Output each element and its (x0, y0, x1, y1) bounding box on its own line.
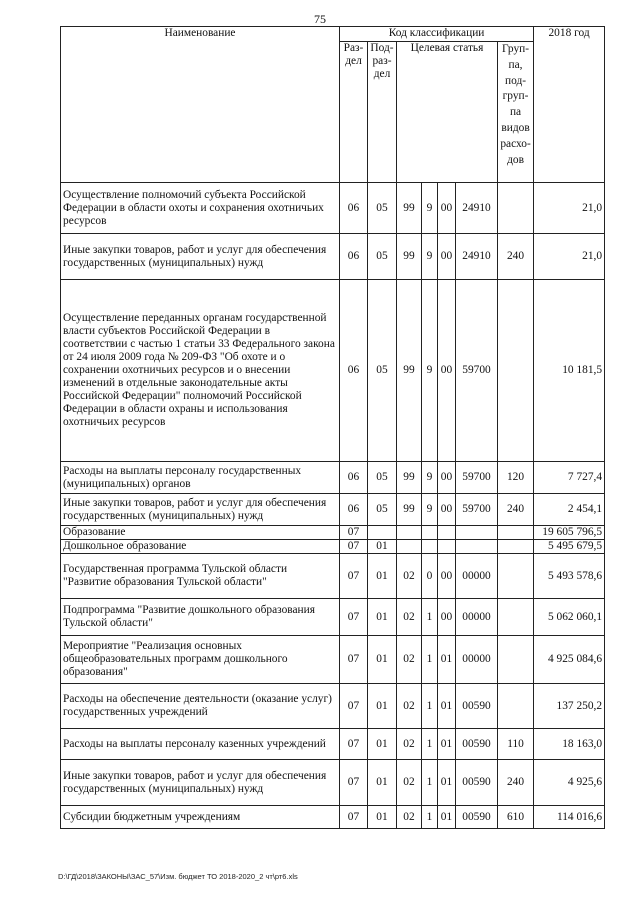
cell-rz: 07 (340, 636, 368, 684)
header-podrazdel: Под- раз- дел (368, 42, 397, 183)
cell-t2: 9 (422, 462, 438, 494)
cell-name: Осуществление переданных органам государственной власти субъектов Российской Федерации в соответствии с частью 1 статьи 33 Федерального закона от 24 июля 2009 года № 209-ФЗ "Об охоте и о сохранении охотничьих ресурсов и о внесении изменений в отдельные законодательные акты Российской Федерации" полномочий Российской Федерации в области охраны и использования охотничьих ресурсов (61, 280, 340, 462)
cell-t3: 00 (438, 599, 456, 636)
cell-sum: 2 454,1 (534, 494, 605, 526)
cell-t1 (397, 526, 422, 540)
cell-pr: 01 (368, 599, 397, 636)
cell-sum: 21,0 (534, 183, 605, 234)
table-row (61, 526, 605, 540)
header-group: Груп- па, под- груп- па видов расхо- дов (498, 42, 534, 183)
cell-rz: 06 (340, 494, 368, 526)
cell-t3: 00 (438, 494, 456, 526)
cell-pr: 05 (368, 280, 397, 462)
cell-pr: 01 (368, 760, 397, 806)
cell-t2: 9 (422, 234, 438, 280)
cell-name: Подпрограмма "Развитие дошкольного образования Тульской области" (61, 599, 340, 636)
cell-rz: 07 (340, 760, 368, 806)
cell-t4: 00590 (456, 760, 498, 806)
cell-t4: 00000 (456, 599, 498, 636)
cell-rz: 06 (340, 462, 368, 494)
cell-t4: 24910 (456, 183, 498, 234)
table-row (61, 760, 605, 806)
cell-t2: 1 (422, 760, 438, 806)
table-row (61, 684, 605, 729)
cell-t2 (422, 540, 438, 554)
cell-t1: 02 (397, 806, 422, 829)
cell-vr (498, 599, 534, 636)
table-row (61, 729, 605, 760)
table-row (61, 599, 605, 636)
cell-t3: 00 (438, 183, 456, 234)
cell-t1: 99 (397, 280, 422, 462)
header-target: Целевая статья (397, 42, 498, 183)
cell-pr: 01 (368, 806, 397, 829)
budget-table (60, 26, 605, 829)
cell-vr: 610 (498, 806, 534, 829)
cell-t2: 9 (422, 494, 438, 526)
cell-t4: 00000 (456, 636, 498, 684)
cell-pr: 05 (368, 183, 397, 234)
cell-name: Мероприятие "Реализация основных общеобразовательных программ дошкольного образования" (61, 636, 340, 684)
cell-t4: 00000 (456, 554, 498, 599)
cell-name: Расходы на выплаты персоналу государственных (муниципальных) органов (61, 462, 340, 494)
table-row (61, 462, 605, 494)
cell-name: Расходы на обеспечение деятельности (оказание услуг) государственных учреждений (61, 684, 340, 729)
cell-rz: 07 (340, 540, 368, 554)
cell-t2: 1 (422, 684, 438, 729)
cell-rz: 06 (340, 280, 368, 462)
cell-t2: 1 (422, 636, 438, 684)
cell-name: Государственная программа Тульской области "Развитие образования Тульской области" (61, 554, 340, 599)
cell-sum: 114 016,6 (534, 806, 605, 829)
table-row (61, 234, 605, 280)
cell-t1: 02 (397, 636, 422, 684)
cell-t1: 02 (397, 684, 422, 729)
cell-sum: 21,0 (534, 234, 605, 280)
header-razdel: Раз- дел (340, 42, 368, 183)
cell-name: Осуществление полномочий субъекта Российской Федерации в области охоты и сохранения охотничьих ресурсов (61, 183, 340, 234)
cell-t4: 24910 (456, 234, 498, 280)
header-code: Код классификации (340, 27, 534, 42)
cell-t2: 0 (422, 554, 438, 599)
cell-t3: 01 (438, 684, 456, 729)
cell-t3: 01 (438, 760, 456, 806)
cell-t1: 02 (397, 554, 422, 599)
cell-vr: 240 (498, 234, 534, 280)
cell-name: Иные закупки товаров, работ и услуг для обеспечения государственных (муниципальных) нужд (61, 234, 340, 280)
cell-t2: 1 (422, 806, 438, 829)
cell-pr: 05 (368, 234, 397, 280)
cell-t2: 9 (422, 280, 438, 462)
cell-t3 (438, 540, 456, 554)
cell-sum: 5 495 679,5 (534, 540, 605, 554)
page-number: 75 (314, 12, 326, 26)
cell-t1: 99 (397, 462, 422, 494)
table-row (61, 636, 605, 684)
cell-rz: 07 (340, 526, 368, 540)
cell-sum: 5 062 060,1 (534, 599, 605, 636)
table-row (61, 183, 605, 234)
cell-vr (498, 636, 534, 684)
cell-t3: 00 (438, 462, 456, 494)
cell-sum: 137 250,2 (534, 684, 605, 729)
cell-rz: 07 (340, 599, 368, 636)
cell-t1: 02 (397, 599, 422, 636)
cell-pr (368, 526, 397, 540)
cell-vr (498, 526, 534, 540)
cell-vr (498, 183, 534, 234)
cell-name: Расходы на выплаты персоналу казенных учреждений (61, 729, 340, 760)
cell-vr: 240 (498, 760, 534, 806)
cell-t4: 59700 (456, 462, 498, 494)
cell-vr: 120 (498, 462, 534, 494)
cell-rz: 06 (340, 183, 368, 234)
cell-t1: 99 (397, 234, 422, 280)
cell-t4: 00590 (456, 729, 498, 760)
cell-pr: 01 (368, 729, 397, 760)
cell-vr: 110 (498, 729, 534, 760)
cell-t3 (438, 526, 456, 540)
cell-t4: 59700 (456, 494, 498, 526)
cell-sum: 4 925 084,6 (534, 636, 605, 684)
file-path-footer: D:\ГД\2018\ЗАКОНЫ\ЗАС_57\Изм. бюджет ТО 2018-2020_2 чт\рт6.xls (58, 872, 298, 881)
cell-pr: 05 (368, 494, 397, 526)
cell-name: Иные закупки товаров, работ и услуг для обеспечения государственных (муниципальных) нужд (61, 494, 340, 526)
cell-sum: 7 727,4 (534, 462, 605, 494)
table-row (61, 280, 605, 462)
cell-rz: 06 (340, 234, 368, 280)
cell-vr (498, 554, 534, 599)
cell-t4: 00590 (456, 684, 498, 729)
cell-t2: 1 (422, 729, 438, 760)
cell-t2: 9 (422, 183, 438, 234)
table-row (61, 494, 605, 526)
cell-t3: 00 (438, 234, 456, 280)
header-year: 2018 год (534, 27, 605, 183)
cell-t4: 00590 (456, 806, 498, 829)
cell-sum: 5 493 578,6 (534, 554, 605, 599)
cell-name: Дошкольное образование (61, 540, 340, 554)
cell-t4 (456, 526, 498, 540)
cell-t3: 01 (438, 636, 456, 684)
cell-rz: 07 (340, 554, 368, 599)
cell-t2: 1 (422, 599, 438, 636)
cell-t3: 01 (438, 806, 456, 829)
cell-t1: 02 (397, 729, 422, 760)
cell-vr (498, 684, 534, 729)
cell-t1: 99 (397, 183, 422, 234)
cell-t3: 00 (438, 554, 456, 599)
cell-t4 (456, 540, 498, 554)
cell-sum: 18 163,0 (534, 729, 605, 760)
cell-pr: 01 (368, 554, 397, 599)
cell-vr (498, 280, 534, 462)
cell-vr (498, 540, 534, 554)
cell-name: Образование (61, 526, 340, 540)
cell-rz: 07 (340, 729, 368, 760)
cell-t1: 02 (397, 760, 422, 806)
cell-rz: 07 (340, 806, 368, 829)
table-row (61, 554, 605, 599)
cell-t3: 01 (438, 729, 456, 760)
cell-t3: 00 (438, 280, 456, 462)
cell-vr: 240 (498, 494, 534, 526)
cell-t1: 99 (397, 494, 422, 526)
cell-sum: 4 925,6 (534, 760, 605, 806)
cell-name: Иные закупки товаров, работ и услуг для обеспечения государственных (муниципальных) нужд (61, 760, 340, 806)
cell-t1 (397, 540, 422, 554)
cell-t2 (422, 526, 438, 540)
table-row (61, 540, 605, 554)
cell-sum: 19 605 796,5 (534, 526, 605, 540)
cell-sum: 10 181,5 (534, 280, 605, 462)
cell-rz: 07 (340, 684, 368, 729)
cell-pr: 01 (368, 540, 397, 554)
cell-pr: 01 (368, 684, 397, 729)
header-name: Наименование (61, 27, 340, 183)
cell-pr: 01 (368, 636, 397, 684)
cell-t4: 59700 (456, 280, 498, 462)
cell-name: Субсидии бюджетным учреждениям (61, 806, 340, 829)
cell-pr: 05 (368, 462, 397, 494)
table-row (61, 806, 605, 829)
